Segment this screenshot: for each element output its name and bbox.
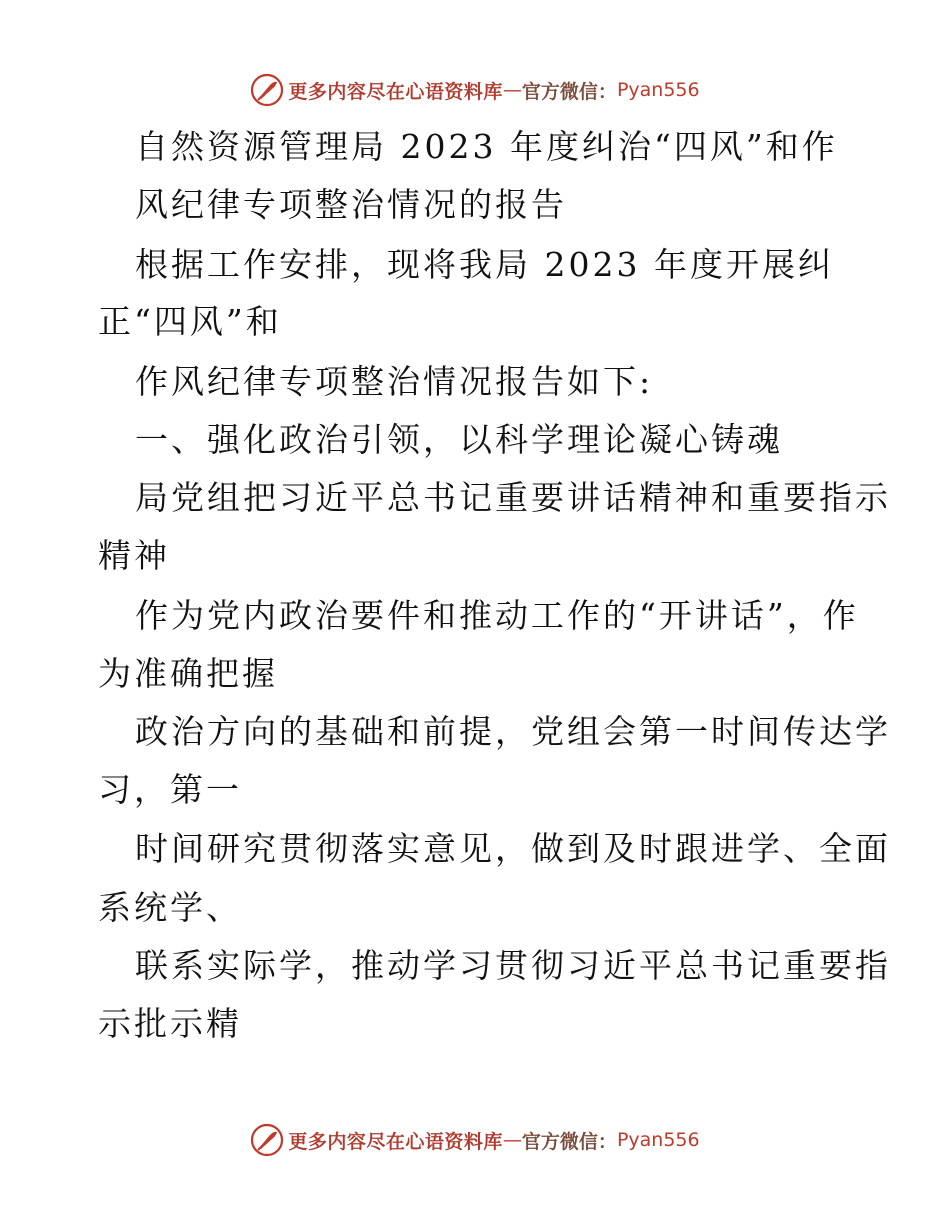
paragraph-line: 政治方向的基础和前提，党组会第一时间传达学 — [135, 712, 891, 751]
header-watermark — [0, 70, 950, 110]
paragraph-line: 时间研究贯彻落实意见，做到及时跟进学、全面 — [135, 829, 891, 868]
footer-watermark — [0, 1120, 950, 1160]
watermark-separator: — — [502, 1129, 522, 1151]
watermark-contact-label: 官方微信： — [521, 1130, 617, 1153]
paragraph-line: 精神 — [98, 536, 170, 575]
paragraph-line: 系统学、 — [98, 888, 242, 927]
paragraph-line: 作风纪律专项整治情况报告如下: — [135, 362, 654, 401]
document-title-line-2: 风纪律专项整治情况的报告 — [135, 185, 567, 224]
paragraph-line: 示批示精 — [98, 1004, 242, 1043]
watermark-brand-text: 更多内容尽在心语资料库 — [288, 1130, 503, 1153]
watermark-brand-text: 更多内容尽在心语资料库 — [288, 80, 503, 103]
paragraph-line: 联系实际学，推动学习贯彻习近平总书记重要指 — [135, 946, 891, 985]
paragraph-line: 为准确把握 — [98, 654, 278, 693]
paragraph-line: 局党组把习近平总书记重要讲话精神和重要指示 — [135, 478, 891, 517]
watermark-contact-id: Pyan556 — [616, 79, 700, 101]
pen-leaf-logo-icon — [250, 1123, 284, 1157]
paragraph-line: 根据工作安排，现将我局 2023 年度开展纠 — [135, 245, 834, 284]
watermark-contact-label: 官方微信： — [521, 80, 617, 103]
paragraph-line: 习，第一 — [98, 770, 242, 809]
watermark-separator: — — [502, 79, 522, 101]
pen-leaf-logo-icon — [250, 73, 284, 107]
paragraph-line: 正“四风”和 — [98, 302, 282, 341]
paragraph-line: 作为党内政治要件和推动工作的“开讲话”，作 — [135, 596, 859, 635]
document-title-line-1: 自然资源管理局 2023 年度纠治“四风”和作 — [135, 127, 838, 166]
watermark-contact-id: Pyan556 — [616, 1129, 700, 1151]
section-heading: 一、强化政治引领，以科学理论凝心铸魂 — [135, 420, 783, 459]
